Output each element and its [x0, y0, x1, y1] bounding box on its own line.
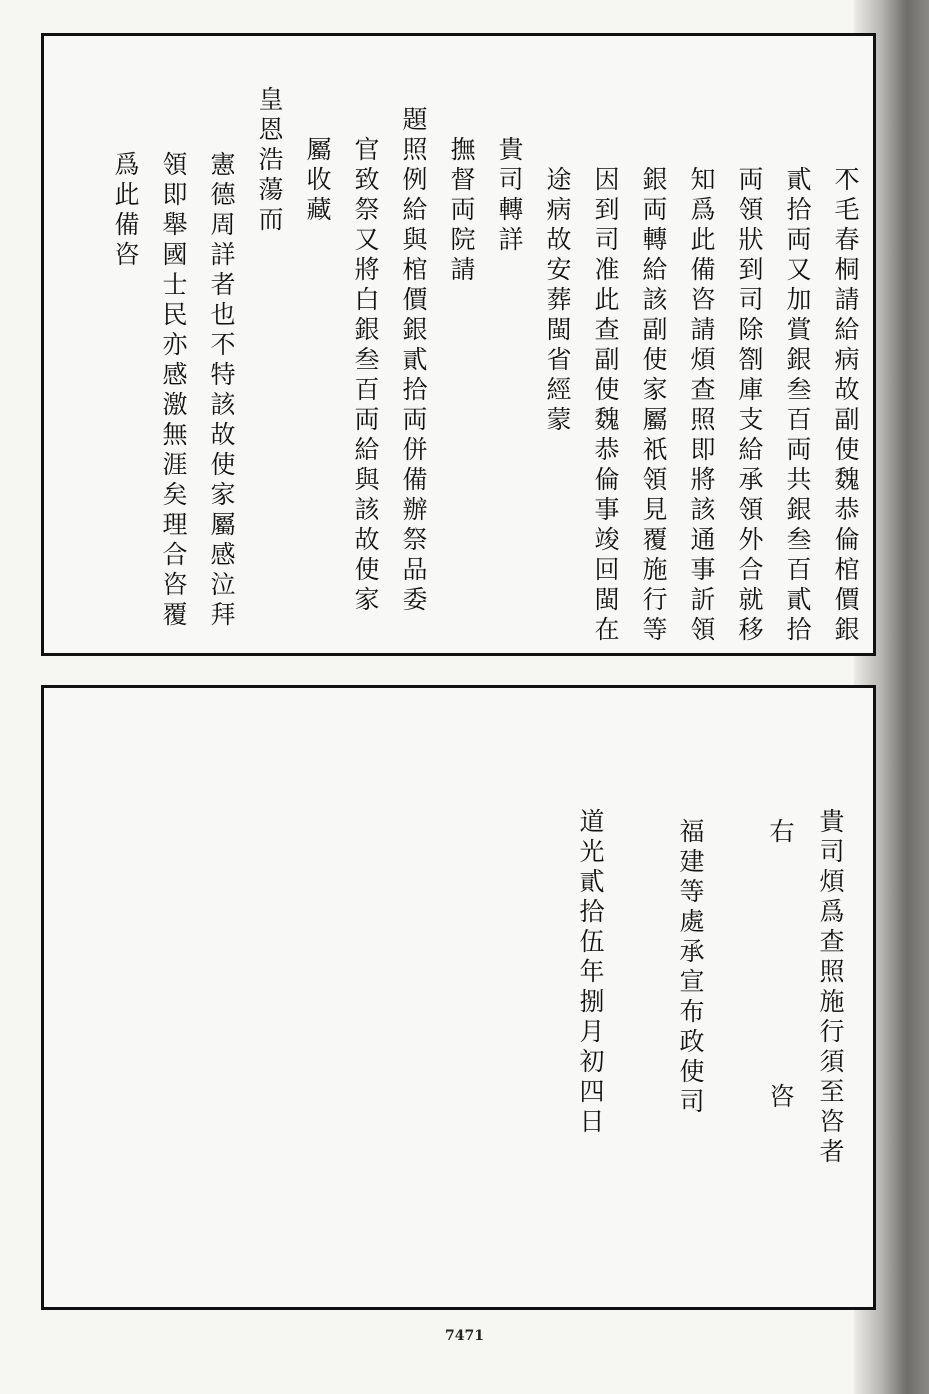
text-column: 銀両轉給該副使家屬祇領見覆施行等 — [639, 166, 668, 646]
text-column: 因到司准此查副使魏恭倫事竣回閩在 — [591, 166, 620, 646]
text-column: 官致祭又將白銀叁百両給與該故使家 — [351, 136, 380, 616]
text-column: 屬收藏 — [303, 136, 332, 226]
text-column: 知爲此備咨請煩查照即將該通事訢領 — [687, 166, 716, 646]
text-column: 途病故安葬閩省經蒙 — [543, 166, 572, 436]
text-column: 福建等處承宣布政使司 — [676, 818, 705, 1118]
text-column: 題照例給與棺價銀貳拾両併備辦祭品委 — [399, 106, 428, 616]
page-number: 7471 — [445, 1328, 484, 1344]
text-column: 貳拾両又加賞銀叁百両共銀叁百貳拾 — [783, 166, 812, 646]
text-column: 領即舉國士民亦感激無涯矣理合咨覆 — [159, 151, 188, 631]
text-column: 貴司轉詳 — [495, 136, 524, 256]
text-column: 両領狀到司除劄庫支給承領外合就移 — [735, 166, 764, 646]
upper-document-panel — [41, 33, 876, 656]
text-column: 咨 — [766, 1083, 795, 1113]
text-column: 𣎴毛春桐請給病故副使魏恭倫棺價銀 — [831, 166, 860, 646]
lower-document-panel — [41, 685, 876, 1310]
text-column: 道光貳拾伍年捌月初四日 — [576, 808, 605, 1138]
text-column: 皇恩浩蕩而 — [255, 86, 284, 236]
text-column: 憲德周詳者也不特該故使家屬感泣拜 — [207, 151, 236, 631]
text-column: 貴司煩爲查照施行須至咨者 — [816, 808, 845, 1168]
text-column: 爲此備咨 — [111, 151, 140, 271]
text-column: 右 — [766, 818, 795, 848]
text-column: 撫督両院請 — [447, 136, 476, 286]
